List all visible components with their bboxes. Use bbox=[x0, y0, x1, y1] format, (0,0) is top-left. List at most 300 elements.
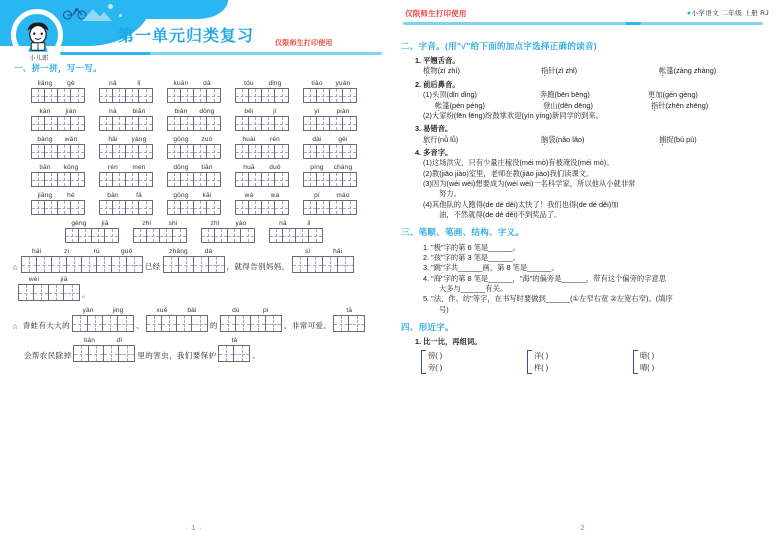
character-box[interactable] bbox=[97, 257, 112, 272]
character-box[interactable] bbox=[192, 316, 207, 331]
pinyin-syllable: fǎ bbox=[136, 192, 142, 199]
character-box-grid[interactable] bbox=[235, 144, 289, 159]
pinyin-syllable: tiào bbox=[311, 80, 323, 87]
character-box[interactable] bbox=[236, 145, 249, 158]
character-box[interactable] bbox=[147, 229, 160, 242]
character-box[interactable] bbox=[168, 89, 181, 102]
character-box-grid[interactable] bbox=[163, 256, 225, 273]
character-box[interactable] bbox=[330, 117, 343, 130]
character-box[interactable] bbox=[45, 173, 58, 186]
character-box-grid[interactable] bbox=[21, 256, 143, 273]
character-box[interactable] bbox=[112, 257, 127, 272]
character-box[interactable] bbox=[343, 173, 356, 186]
character-box[interactable] bbox=[262, 89, 275, 102]
character-box[interactable] bbox=[330, 89, 343, 102]
character-box[interactable] bbox=[177, 316, 192, 331]
character-box-grid[interactable] bbox=[303, 88, 357, 103]
pinyin-write-cell bbox=[31, 108, 85, 131]
character-box[interactable] bbox=[330, 145, 343, 158]
pronunciation-options[interactable]: (zǐ zhǐ) bbox=[555, 66, 578, 76]
character-box[interactable] bbox=[19, 285, 34, 300]
pronunciation-options[interactable]: (dǐn dǐng) bbox=[446, 90, 477, 100]
character-box-grid[interactable] bbox=[201, 228, 255, 243]
character-box-grid[interactable] bbox=[31, 88, 85, 103]
character-box[interactable] bbox=[45, 89, 58, 102]
pinyin-write-cell bbox=[220, 307, 282, 332]
character-box[interactable] bbox=[304, 201, 317, 214]
character-box[interactable] bbox=[32, 201, 45, 214]
character-box[interactable] bbox=[168, 117, 181, 130]
character-box[interactable] bbox=[343, 201, 356, 214]
multi-pronunciation-line[interactable]: 油，不然就得(de dé děi)不到奖品了。 bbox=[439, 210, 562, 220]
character-box-grid[interactable] bbox=[31, 200, 85, 215]
character-box[interactable] bbox=[343, 89, 356, 102]
character-box-grid[interactable] bbox=[167, 116, 221, 131]
character-box[interactable] bbox=[126, 117, 139, 130]
character-box-grid[interactable] bbox=[72, 315, 134, 332]
pronunciation-choice-item[interactable] bbox=[651, 101, 708, 111]
decor-dot-icon bbox=[119, 14, 122, 17]
character-box-grid[interactable] bbox=[167, 144, 221, 159]
character-box[interactable] bbox=[119, 346, 134, 361]
character-box[interactable] bbox=[100, 173, 113, 186]
multi-pronunciation-line[interactable]: (2)教(jiāo jiào)室里，老师在教(jiāo jiào)我们读课文。 bbox=[423, 168, 594, 178]
character-box[interactable] bbox=[194, 145, 207, 158]
character-box[interactable] bbox=[82, 257, 97, 272]
pronunciation-choice-item[interactable] bbox=[541, 135, 659, 145]
character-box[interactable] bbox=[266, 316, 281, 331]
pronunciation-options[interactable]: (bēn bēng) bbox=[554, 90, 590, 100]
character-box-grid[interactable] bbox=[18, 284, 80, 301]
pronunciation-choice-item[interactable] bbox=[423, 135, 541, 145]
character-box[interactable] bbox=[105, 229, 118, 242]
character-box[interactable] bbox=[317, 89, 330, 102]
character-box[interactable] bbox=[147, 316, 162, 331]
character-box[interactable] bbox=[343, 145, 356, 158]
character-box[interactable] bbox=[88, 316, 103, 331]
pinyin-write-cell bbox=[99, 136, 153, 159]
character-box[interactable] bbox=[334, 316, 349, 331]
pinyin-syllable: kuān bbox=[173, 80, 189, 87]
pinyin-syllable: bàn bbox=[107, 192, 119, 199]
character-box[interactable] bbox=[139, 201, 152, 214]
character-box[interactable] bbox=[127, 257, 142, 272]
stroke-question-line[interactable]: 3. "跳"字共______画，第 8 笔是______。 bbox=[423, 263, 559, 273]
character-box[interactable] bbox=[296, 229, 309, 242]
pronunciation-choice-item[interactable] bbox=[435, 101, 543, 111]
pinyin-write-cell bbox=[269, 220, 323, 243]
character-box[interactable] bbox=[317, 173, 330, 186]
character-box-grid[interactable] bbox=[31, 116, 85, 131]
pronunciation-options[interactable]: (pén péng) bbox=[449, 100, 485, 110]
character-box[interactable] bbox=[228, 229, 241, 242]
multi-pronunciation-line[interactable]: (3)因为(wéi wèi)想要成为(wéi wèi)一名科学家，所以他从小就非常 bbox=[423, 179, 636, 189]
word-char: 篷 bbox=[442, 100, 450, 110]
character-box[interactable] bbox=[275, 89, 288, 102]
character-box[interactable] bbox=[73, 316, 88, 331]
character-box[interactable] bbox=[104, 346, 119, 361]
pronunciation-choice-item[interactable] bbox=[541, 66, 659, 76]
character-box[interactable] bbox=[234, 346, 249, 361]
character-box[interactable] bbox=[251, 316, 266, 331]
character-box[interactable] bbox=[58, 173, 71, 186]
character-box[interactable] bbox=[100, 117, 113, 130]
pinyin-syllable: sì bbox=[304, 248, 311, 255]
character-box[interactable] bbox=[71, 145, 84, 158]
character-box[interactable] bbox=[139, 89, 152, 102]
character-box[interactable] bbox=[209, 257, 224, 272]
character-box[interactable] bbox=[34, 285, 49, 300]
character-box-grid[interactable] bbox=[303, 172, 357, 187]
pinyin-label bbox=[164, 248, 224, 255]
sentence-exercises bbox=[0, 248, 388, 362]
pronunciation-options[interactable]: (zhēn zhēng) bbox=[665, 100, 709, 110]
character-box[interactable] bbox=[179, 257, 194, 272]
character-box[interactable] bbox=[236, 89, 249, 102]
character-box[interactable] bbox=[241, 229, 254, 242]
character-box[interactable] bbox=[58, 201, 71, 214]
character-box[interactable] bbox=[262, 173, 275, 186]
word-char: 指 bbox=[651, 100, 659, 110]
character-box[interactable] bbox=[103, 316, 118, 331]
character-box[interactable] bbox=[52, 257, 67, 272]
character-box-grid[interactable] bbox=[235, 172, 289, 187]
character-box-grid[interactable] bbox=[65, 228, 119, 243]
pronunciation-options[interactable]: (dēn dēng) bbox=[557, 100, 593, 110]
character-box[interactable] bbox=[236, 201, 249, 214]
dotted-word bbox=[541, 135, 556, 144]
book-info-text: 小学语文 二年级 上册 RJ bbox=[691, 10, 769, 17]
character-box-grid[interactable] bbox=[31, 144, 85, 159]
character-box[interactable] bbox=[113, 145, 126, 158]
character-box-grid[interactable] bbox=[167, 200, 221, 215]
question-2-1-items bbox=[401, 66, 767, 76]
character-box[interactable] bbox=[249, 89, 262, 102]
character-box[interactable] bbox=[45, 117, 58, 130]
character-box[interactable] bbox=[113, 117, 126, 130]
character-box[interactable] bbox=[207, 89, 220, 102]
sentence-text: 、 bbox=[136, 321, 144, 330]
character-box[interactable] bbox=[100, 201, 113, 214]
pinyin-syllable: dà bbox=[203, 80, 211, 87]
character-box-grid[interactable] bbox=[31, 172, 85, 187]
character-box[interactable] bbox=[262, 117, 275, 130]
character-box-grid[interactable] bbox=[292, 256, 354, 273]
pronunciation-options[interactable]: (zí zhí) bbox=[437, 66, 460, 76]
character-box[interactable] bbox=[49, 285, 64, 300]
multi-pronunciation-line[interactable]: 努力。 bbox=[439, 189, 461, 199]
character-box-grid[interactable] bbox=[218, 345, 250, 362]
character-box[interactable] bbox=[293, 257, 308, 272]
character-box[interactable] bbox=[32, 117, 45, 130]
stroke-question-line[interactable]: 4. "海"字的第 8 笔是______，"海"的偏旁是______，带有这个偏旁的字意思 bbox=[423, 273, 667, 283]
character-box[interactable] bbox=[162, 316, 177, 331]
character-box[interactable] bbox=[304, 173, 317, 186]
character-box[interactable] bbox=[139, 173, 152, 186]
character-box[interactable] bbox=[207, 201, 220, 214]
pinyin-syllable: bàng bbox=[37, 136, 53, 143]
character-box[interactable] bbox=[168, 145, 181, 158]
character-box[interactable] bbox=[317, 117, 330, 130]
xingjinzi-bottom-entry[interactable]: 旁( ) bbox=[428, 363, 443, 373]
character-box[interactable] bbox=[181, 117, 194, 130]
character-box[interactable] bbox=[100, 145, 113, 158]
character-box[interactable] bbox=[262, 145, 275, 158]
character-box-grid[interactable] bbox=[303, 116, 357, 131]
character-box[interactable] bbox=[215, 229, 228, 242]
character-box-grid[interactable] bbox=[235, 88, 289, 103]
character-box[interactable] bbox=[304, 89, 317, 102]
character-box[interactable] bbox=[71, 117, 84, 130]
character-box[interactable] bbox=[181, 145, 194, 158]
character-box[interactable] bbox=[160, 229, 173, 242]
pronunciation-options[interactable]: (zàng zhàng) bbox=[673, 66, 717, 76]
character-box[interactable] bbox=[249, 173, 262, 186]
character-box-grid[interactable] bbox=[99, 200, 153, 215]
pronunciation-options[interactable]: (gèn gèng) bbox=[662, 90, 698, 100]
pronunciation-options[interactable]: (nǚ lǚ) bbox=[437, 134, 459, 144]
pinyin-label bbox=[304, 164, 356, 171]
section-heading-two: 二、字音。(用"√"给下面的加点字选择正确的读音) bbox=[401, 41, 597, 51]
pinyin-write-cell bbox=[133, 220, 187, 243]
character-box[interactable] bbox=[67, 257, 82, 272]
character-box[interactable] bbox=[181, 89, 194, 102]
character-box[interactable] bbox=[168, 173, 181, 186]
character-box-grid[interactable] bbox=[220, 315, 282, 332]
character-box[interactable] bbox=[219, 346, 234, 361]
character-box-grid[interactable] bbox=[167, 88, 221, 103]
pinyin-write-cell bbox=[99, 80, 153, 103]
character-box-grid[interactable] bbox=[333, 315, 365, 332]
pinyin-write-cell bbox=[303, 164, 357, 187]
pinyin-syllable: tā bbox=[231, 337, 238, 344]
pronunciation-options[interactable]: (bǔ pǔ) bbox=[673, 134, 697, 144]
character-box[interactable] bbox=[194, 89, 207, 102]
pinyin-write-cell bbox=[333, 307, 365, 332]
character-box[interactable] bbox=[100, 89, 113, 102]
pinyin-syllable: zi bbox=[64, 248, 70, 255]
book-info-label bbox=[687, 8, 769, 17]
pinyin-syllable: tiān bbox=[39, 164, 51, 171]
character-box-grid[interactable] bbox=[235, 200, 289, 215]
character-box[interactable] bbox=[58, 145, 71, 158]
sentence-text: 。 bbox=[252, 351, 261, 360]
xingjinzi-area bbox=[401, 350, 767, 374]
character-box[interactable] bbox=[181, 173, 194, 186]
pronunciation-choice-item[interactable] bbox=[540, 90, 648, 100]
pinyin-write-cell bbox=[235, 164, 289, 187]
character-box[interactable] bbox=[275, 145, 288, 158]
multi-pronunciation-line[interactable]: (4)其他队的人跑得(de dé děi)太快了！我们也得(de dé děi)加 bbox=[423, 199, 619, 209]
character-box[interactable] bbox=[249, 145, 262, 158]
pronunciation-choice-item[interactable] bbox=[543, 101, 651, 111]
question-2-3-items bbox=[401, 135, 767, 145]
pinyin-syllable: hé bbox=[67, 192, 75, 199]
character-box[interactable] bbox=[58, 89, 71, 102]
character-box[interactable] bbox=[207, 173, 220, 186]
pinyin-label bbox=[236, 136, 288, 143]
character-box-grid[interactable] bbox=[303, 144, 357, 159]
character-box[interactable] bbox=[126, 89, 139, 102]
character-box[interactable] bbox=[126, 201, 139, 214]
character-box[interactable] bbox=[126, 145, 139, 158]
character-box[interactable] bbox=[262, 201, 275, 214]
right-header-divider bbox=[403, 22, 763, 25]
character-box[interactable] bbox=[194, 117, 207, 130]
character-box[interactable] bbox=[283, 229, 296, 242]
pinyin-label bbox=[74, 337, 134, 344]
character-box[interactable] bbox=[343, 117, 356, 130]
character-box[interactable] bbox=[236, 173, 249, 186]
pinyin-label bbox=[73, 307, 133, 314]
character-box[interactable] bbox=[207, 117, 220, 130]
character-box[interactable] bbox=[323, 257, 338, 272]
xingjinzi-top-entry[interactable]: 傍( ) bbox=[428, 351, 443, 361]
character-box[interactable] bbox=[139, 145, 152, 158]
word-char: 脑 bbox=[541, 134, 549, 144]
stroke-question-line[interactable]: 5. "法、作、纺"等字，在书写时要做到______(①左窄右宽 ②左宽右窄)。(填序 bbox=[423, 294, 673, 304]
character-box[interactable] bbox=[32, 173, 45, 186]
character-box[interactable] bbox=[207, 145, 220, 158]
character-box[interactable] bbox=[309, 229, 322, 242]
multi-pronunciation-line[interactable]: (1)这场洪灾，只有少量庄稼没(méi mò)有被淹没(méi mò)。 bbox=[423, 158, 614, 168]
header-divider bbox=[60, 52, 382, 55]
character-box[interactable] bbox=[113, 201, 126, 214]
writing-grid-row bbox=[0, 136, 388, 159]
pinyin-syllable: kāi bbox=[202, 192, 212, 199]
character-box-grid[interactable] bbox=[303, 200, 357, 215]
xingjinzi-bottom-entry[interactable]: 样( ) bbox=[534, 363, 549, 373]
character-box[interactable] bbox=[173, 229, 186, 242]
character-box[interactable] bbox=[181, 201, 194, 214]
character-box[interactable] bbox=[194, 257, 209, 272]
pinyin-syllable: biàn bbox=[174, 108, 188, 115]
stroke-question-line[interactable]: 1. "极"字的第 6 笔是______。 bbox=[423, 242, 520, 252]
word-char: 植 bbox=[423, 66, 431, 76]
character-box[interactable] bbox=[236, 117, 249, 130]
character-box[interactable] bbox=[22, 257, 37, 272]
pinyin-syllable: gōng bbox=[173, 192, 189, 199]
character-box-grid[interactable] bbox=[99, 172, 153, 187]
character-box[interactable] bbox=[71, 173, 84, 186]
character-box[interactable] bbox=[270, 229, 283, 242]
character-box[interactable] bbox=[330, 173, 343, 186]
pinyin-label bbox=[304, 108, 356, 115]
character-box[interactable] bbox=[71, 89, 84, 102]
sentence-text: ☆ bbox=[12, 324, 19, 331]
character-box[interactable] bbox=[79, 229, 92, 242]
character-box[interactable] bbox=[118, 316, 133, 331]
character-box[interactable] bbox=[164, 257, 179, 272]
character-box[interactable] bbox=[202, 229, 215, 242]
character-box-grid[interactable] bbox=[99, 88, 153, 103]
stroke-question-line[interactable]: 号) bbox=[439, 304, 449, 314]
character-box[interactable] bbox=[32, 145, 45, 158]
character-box[interactable] bbox=[249, 117, 262, 130]
character-box-grid[interactable] bbox=[99, 116, 153, 131]
character-box[interactable] bbox=[74, 346, 89, 361]
character-box[interactable] bbox=[317, 201, 330, 214]
pronunciation-options[interactable]: (nǎo lǎo) bbox=[555, 134, 585, 144]
pronunciation-choice-item[interactable] bbox=[648, 90, 698, 100]
character-box[interactable] bbox=[275, 173, 288, 186]
pinyin-syllable: zhī bbox=[142, 220, 152, 227]
character-box-grid[interactable] bbox=[73, 345, 135, 362]
sentence-text: 里的害虫，我们要保护 bbox=[137, 351, 217, 360]
character-box[interactable] bbox=[71, 201, 84, 214]
character-box[interactable] bbox=[126, 173, 139, 186]
character-box[interactable] bbox=[113, 173, 126, 186]
sentence-text: 。 bbox=[82, 290, 90, 299]
character-box[interactable] bbox=[45, 201, 58, 214]
character-box[interactable] bbox=[37, 257, 52, 272]
character-box-grid[interactable] bbox=[146, 315, 208, 332]
stroke-question-line[interactable]: 大多与______有关。 bbox=[439, 283, 508, 293]
character-box[interactable] bbox=[317, 145, 330, 158]
writing-grid-row bbox=[0, 164, 388, 187]
pinyin-label bbox=[270, 220, 322, 227]
character-box[interactable] bbox=[304, 117, 317, 130]
character-box[interactable] bbox=[45, 145, 58, 158]
character-box[interactable] bbox=[64, 285, 79, 300]
character-box[interactable] bbox=[236, 316, 251, 331]
dotted-word bbox=[659, 66, 674, 75]
pronunciation-choice-item[interactable] bbox=[432, 90, 540, 100]
character-box[interactable] bbox=[66, 229, 79, 242]
character-box-grid[interactable] bbox=[133, 228, 187, 243]
character-box[interactable] bbox=[89, 346, 104, 361]
character-box[interactable] bbox=[221, 316, 236, 331]
character-box[interactable] bbox=[349, 316, 364, 331]
character-box[interactable] bbox=[139, 117, 152, 130]
word-char: 更 bbox=[647, 90, 656, 100]
character-box[interactable] bbox=[338, 257, 353, 272]
character-box[interactable] bbox=[113, 89, 126, 102]
pinyin-write-cell bbox=[218, 337, 250, 362]
xingjinzi-top-entry[interactable]: 洋( ) bbox=[534, 351, 549, 361]
pronunciation-choice-item[interactable] bbox=[659, 135, 697, 145]
character-box[interactable] bbox=[194, 173, 207, 186]
xingjinzi-top-entry[interactable]: 暗( ) bbox=[640, 351, 655, 361]
character-box[interactable] bbox=[92, 229, 105, 242]
character-box-grid[interactable] bbox=[235, 116, 289, 131]
sentence-text: 已经 bbox=[144, 262, 161, 271]
pinyin-write-cell bbox=[167, 164, 221, 187]
pronunciation-choice-item[interactable] bbox=[423, 66, 541, 76]
character-box[interactable] bbox=[134, 229, 147, 242]
stroke-question-line[interactable]: 2. "孩"字的第 3 笔是______。 bbox=[423, 252, 520, 262]
character-box-grid[interactable] bbox=[269, 228, 323, 243]
character-box-grid[interactable] bbox=[99, 144, 153, 159]
pinyin-syllable: běi bbox=[244, 108, 254, 115]
character-box[interactable] bbox=[32, 89, 45, 102]
character-box[interactable] bbox=[194, 201, 207, 214]
pronunciation-choice-item[interactable] bbox=[659, 66, 716, 76]
character-box-grid[interactable] bbox=[167, 172, 221, 187]
character-box[interactable] bbox=[308, 257, 323, 272]
xingjinzi-bottom-entry[interactable]: 晴( ) bbox=[640, 363, 655, 373]
character-box[interactable] bbox=[58, 117, 71, 130]
character-box[interactable] bbox=[275, 117, 288, 130]
character-box[interactable] bbox=[275, 201, 288, 214]
xingjinzi-pair bbox=[633, 350, 739, 374]
character-box[interactable] bbox=[168, 201, 181, 214]
character-box[interactable] bbox=[304, 145, 317, 158]
character-box[interactable] bbox=[330, 201, 343, 214]
character-box[interactable] bbox=[249, 201, 262, 214]
pinyin-syllable: yáng bbox=[131, 136, 147, 143]
sentence-line bbox=[10, 307, 388, 332]
